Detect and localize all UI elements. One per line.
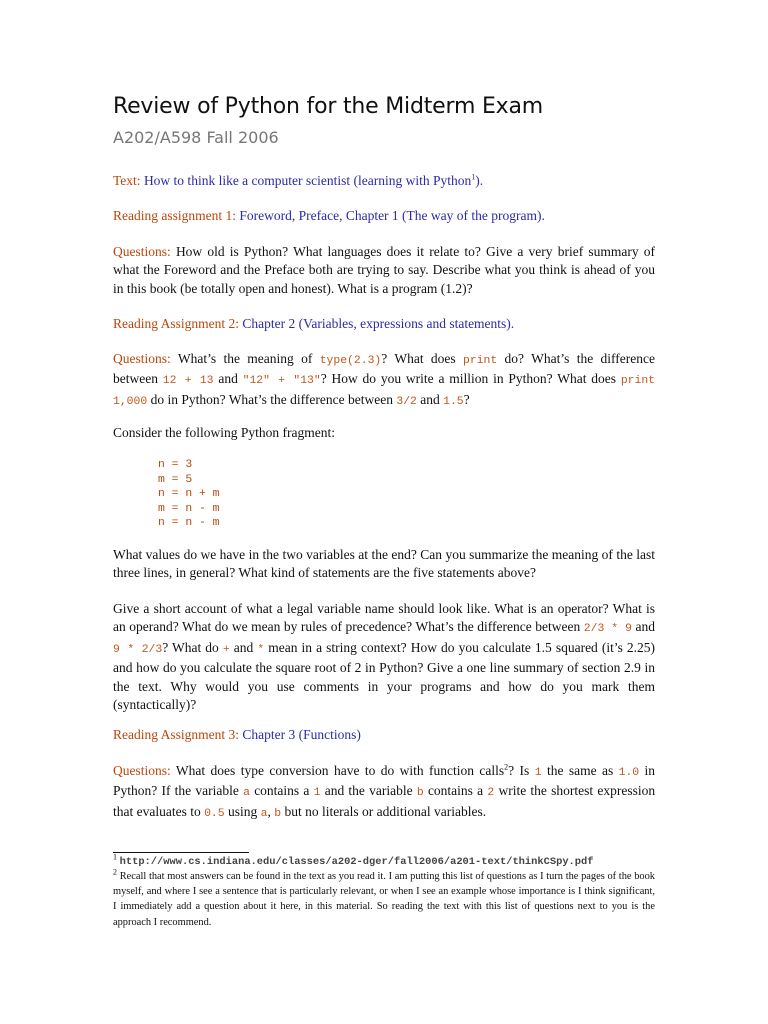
questions-3 (113, 762, 655, 823)
footnote-1 (113, 854, 655, 870)
q2-code: print (463, 355, 498, 367)
q2-code: 1.5 (443, 395, 464, 408)
code-line: n = 3 (158, 459, 193, 471)
q2-code: type(2.3) (319, 355, 382, 367)
q2-text: ? (463, 391, 470, 407)
consider-text: Consider the following Python fragment: (113, 425, 335, 440)
q2-text: do in Python? What’s the difference between (150, 391, 393, 407)
q3-text: contains a (427, 783, 484, 799)
footnote-divider (113, 852, 249, 853)
operand-paragraph (113, 600, 655, 714)
text-label: Text: (113, 173, 141, 188)
q3-code: 2 (487, 787, 495, 800)
q3-code: b (274, 807, 282, 820)
q3-text: but no literals or additional variables. (284, 803, 487, 819)
footnote-1-number: 1 (113, 852, 117, 862)
code-fragment (158, 458, 700, 531)
footnote-1-url[interactable]: http://www.cs.indiana.edu/classes/a202-dger/fall2006/a201-text/thinkCSpy.pdf (119, 856, 594, 868)
footnote-2-number: 2 (113, 867, 117, 877)
q3-text: , (267, 803, 271, 819)
q2-code: 3/2 (396, 395, 417, 408)
reading-assignment-1 (113, 207, 655, 225)
footnote-2-text: Recall that most answers can be found in the text as you read it. I am putting this list of questions as I turn the pages of the book myself, and where I see a sentence that is particularly relevant, or when I see an example whose importance is I think significant, I immediately add a question about it here, in this material. So reading the text with this list of questions next to you is the approach I recommend. (113, 871, 655, 928)
op-text: ? What do (162, 639, 219, 655)
q3-code: b (416, 787, 424, 800)
reading-1-value: Foreword, Preface, Chapter 1 (The way of the program). (239, 208, 545, 223)
reading-assignment-2 (113, 315, 655, 333)
reading-assignment-3 (113, 726, 655, 744)
q3-text: the same as (546, 763, 614, 778)
page-title: Review of Python for the Midterm Exam (113, 94, 544, 119)
op-text: and (635, 619, 656, 635)
q3-text: using (227, 803, 258, 819)
code-line: n = n - m (158, 517, 220, 530)
reading-2-value: Chapter 2 (Variables, expressions and statements). (242, 316, 515, 331)
q3-text: and the variable (324, 783, 413, 799)
op-code: 9 * 2/3 (113, 643, 163, 656)
q3-code: 1 (313, 787, 321, 800)
q3-code: 0.5 (204, 807, 225, 820)
questions-1-text: How old is Python? What languages does it relate to? Give a very brief summary of what the Foreword and the Preface both are trying to say. Describe what you think is ahead of you in this book (be totally open and honest). What is a program (1.2)? (113, 244, 656, 296)
q2-code: "12" + "13" (242, 375, 321, 388)
op-code: + (222, 643, 230, 656)
q3-text: What does type conversion have to do with function calls (175, 763, 505, 778)
q2-text: ? What does (381, 351, 456, 366)
text-value: How to think like a computer scientist (learning with Python (143, 173, 472, 188)
op-text: mean in a string context? How do you calculate 1.5 squared (it’s 2.25) and how do you calculate the square root of 2 in Python? Give a one line summary of section 2.9 in the text. Why would you use comments in your programs and how do you mark them (syntactically)? (113, 639, 656, 713)
q3-code: a (260, 807, 268, 820)
questions-3-label: Questions: (113, 763, 171, 778)
page-subtitle: A202/A598 Fall 2006 (113, 128, 279, 147)
reading-3-value: Chapter 3 (Functions) (242, 727, 361, 742)
q3-code: a (243, 787, 250, 800)
text-reference (113, 172, 655, 190)
q3-text: in Python? If the variable (113, 763, 656, 799)
q3-code: 1 (534, 767, 542, 779)
values-paragraph: What values do we have in the two variables at the end? Can you summarize the meaning of the last three lines, in general? What kind of statements are the five statements above? (113, 547, 655, 581)
code-line: n = n + m (158, 488, 220, 501)
text-value-end: ). (475, 173, 484, 188)
q3-code: 1.0 (618, 767, 640, 779)
op-text: Give a short account of what a legal variable name should look like. What is an operator? What is an operand? What do we mean by rules of precedence? What’s the difference between (113, 601, 655, 635)
questions-1 (113, 243, 655, 298)
reading-2-label: Reading Assignment 2: (113, 316, 239, 331)
op-text: and (233, 639, 254, 655)
q3-text: write the shortest expression that evaluates to (113, 783, 656, 819)
op-code: * (257, 643, 265, 656)
q2-text: and (218, 371, 238, 387)
questions-2 (113, 350, 655, 411)
questions-2-label: Questions: (113, 351, 171, 366)
footnote-ref-2: 2 (504, 762, 509, 772)
q2-text: ? How do you write a million in Python? What does (320, 371, 616, 387)
code-line: m = 5 (158, 473, 193, 486)
q2-text: and (420, 391, 440, 407)
reading-1-label: Reading assignment 1: (113, 208, 236, 223)
q2-code: print 1,000 (113, 375, 655, 408)
reading-3-label: Reading Assignment 3: (113, 727, 239, 742)
q3-text: ? Is (508, 763, 530, 778)
code-line: m = n - m (158, 502, 220, 515)
q3-text: contains a (254, 783, 310, 799)
q2-code: 12 + 13 (162, 375, 214, 388)
questions-1-label: Questions: (113, 244, 171, 259)
op-code: 2/3 * 9 (583, 623, 632, 636)
footnote-2 (113, 869, 655, 930)
footnote-ref-1: 1 (471, 172, 476, 182)
q2-text: What’s the meaning of (177, 351, 313, 366)
q2-text: do? What’s the difference between (113, 351, 656, 387)
